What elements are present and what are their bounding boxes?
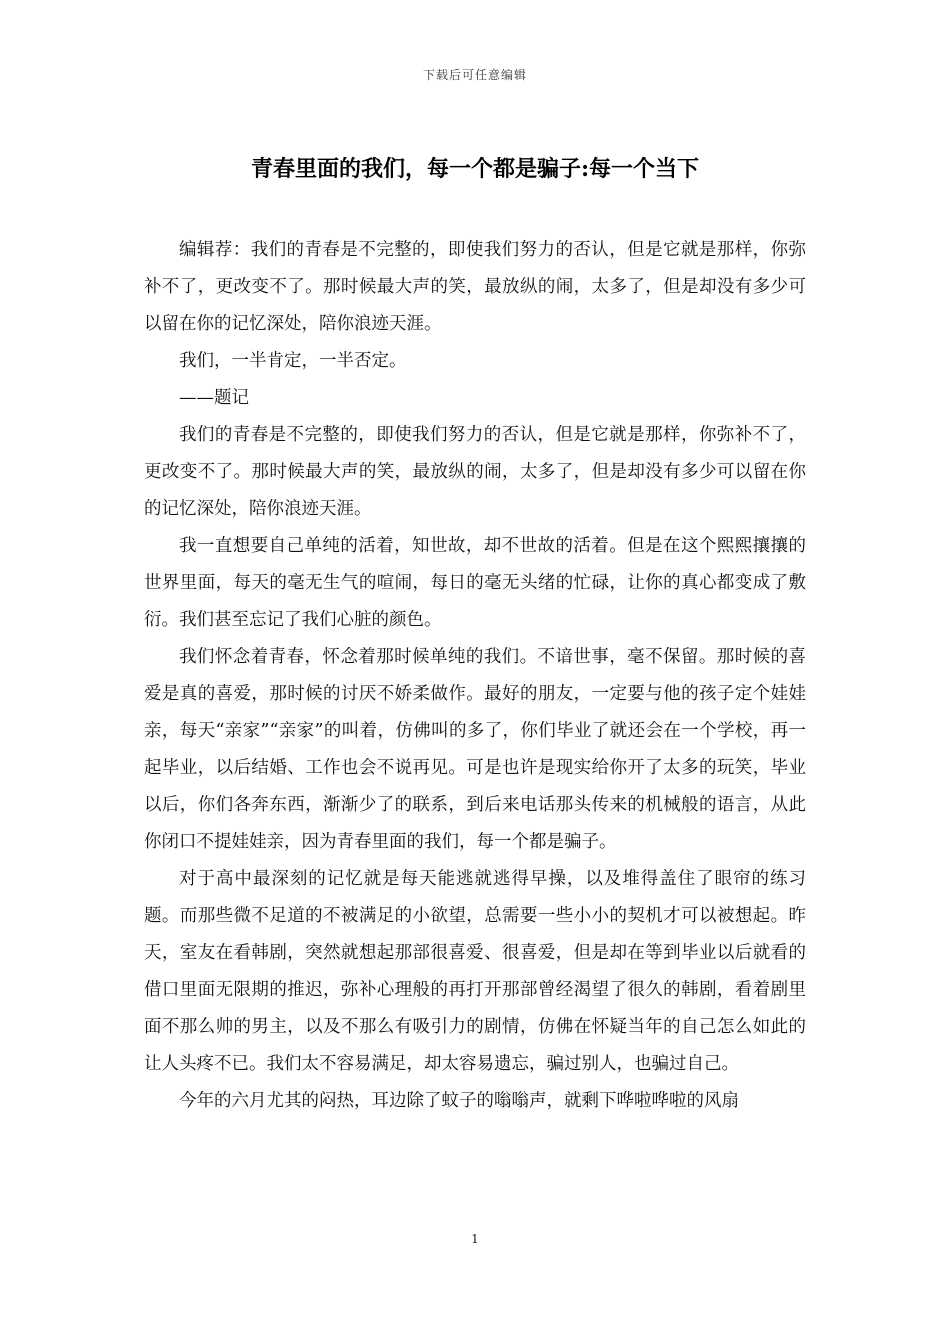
- paragraph: 我一直想要自己单纯的活着，知世故，却不世故的活着。但是在这个熙熙攘攘的世界里面，每天的毫无生气的喧闹，每日的毫无头绪的忙碌，让你的真心都变成了敷衍。我们甚至忘记了我们心脏的颜色。: [144, 536, 806, 630]
- paragraph: 我们怀念着青春，怀念着那时候单纯的我们。不谙世事，毫不保留。那时候的喜爱是真的喜爱，那时候的讨厌不娇柔做作。最好的朋友，一定要与他的孩子定个娃娃亲，每天“亲家”“亲家”的叫着，仿佛叫的多了，你们毕业了就还会在一个学校，再一起毕业，以后结婚、工作也会不说再见。可是也许是现实给你开了太多的玩笑，毕业以后，你们各奔东西，渐渐少了的联系，到后来电话那头传来的机械般的语言，从此你闭口不提娃娃亲，因为青春里面的我们，每一个都是骗子。: [144, 647, 806, 852]
- paragraph-epigraph-note: ——题记: [179, 388, 249, 408]
- page-header: 下载后可任意编辑: [422, 68, 527, 82]
- document-body: [144, 232, 806, 1120]
- page-number: 1: [471, 1232, 479, 1246]
- paragraph: 我们的青春是不完整的，即使我们努力的否认，但是它就是那样，你弥补不了，更改变不了。那时候最大声的笑，最放纵的闹，太多了，但是却没有多少可以留在你的记忆深处，陪你浪迹天涯。: [144, 425, 806, 519]
- document-title: 青春里面的我们，每一个都是骗子:每一个当下: [250, 156, 700, 182]
- paragraph-editor-recommendation: 编辑荐：我们的青春是不完整的，即使我们努力的否认，但是它就是那样，你弥补不了，更改变不了。那时候最大声的笑，最放纵的闹，太多了，但是却没有多少可以留在你的记忆深处，陪你浪迹天涯。: [144, 240, 806, 334]
- paragraph: 对于高中最深刻的记忆就是每天能逃就逃得早操，以及堆得盖住了眼帘的练习题。而那些微不足道的不被满足的小欲望，总需要一些小小的契机才可以被想起。昨天，室友在看韩剧，突然就想起那部很喜爱、很喜爱，但是却在等到毕业以后就看的借口里面无限期的推迟，弥补心理般的再打开那部曾经渴望了很久的韩剧，看着剧里面不那么帅的男主，以及不那么有吸引力的剧情，仿佛在怀疑当年的自己怎么如此的让人头疼不已。我们太不容易满足，却太容易遗忘，骗过别人，也骗过自己。: [144, 869, 806, 1074]
- paragraph: 今年的六月尤其的闷热，耳边除了蚊子的嗡嗡声，就剩下哗啦哗啦的风扇: [179, 1091, 739, 1111]
- paragraph: 我们，一半肯定，一半否定。: [179, 351, 407, 371]
